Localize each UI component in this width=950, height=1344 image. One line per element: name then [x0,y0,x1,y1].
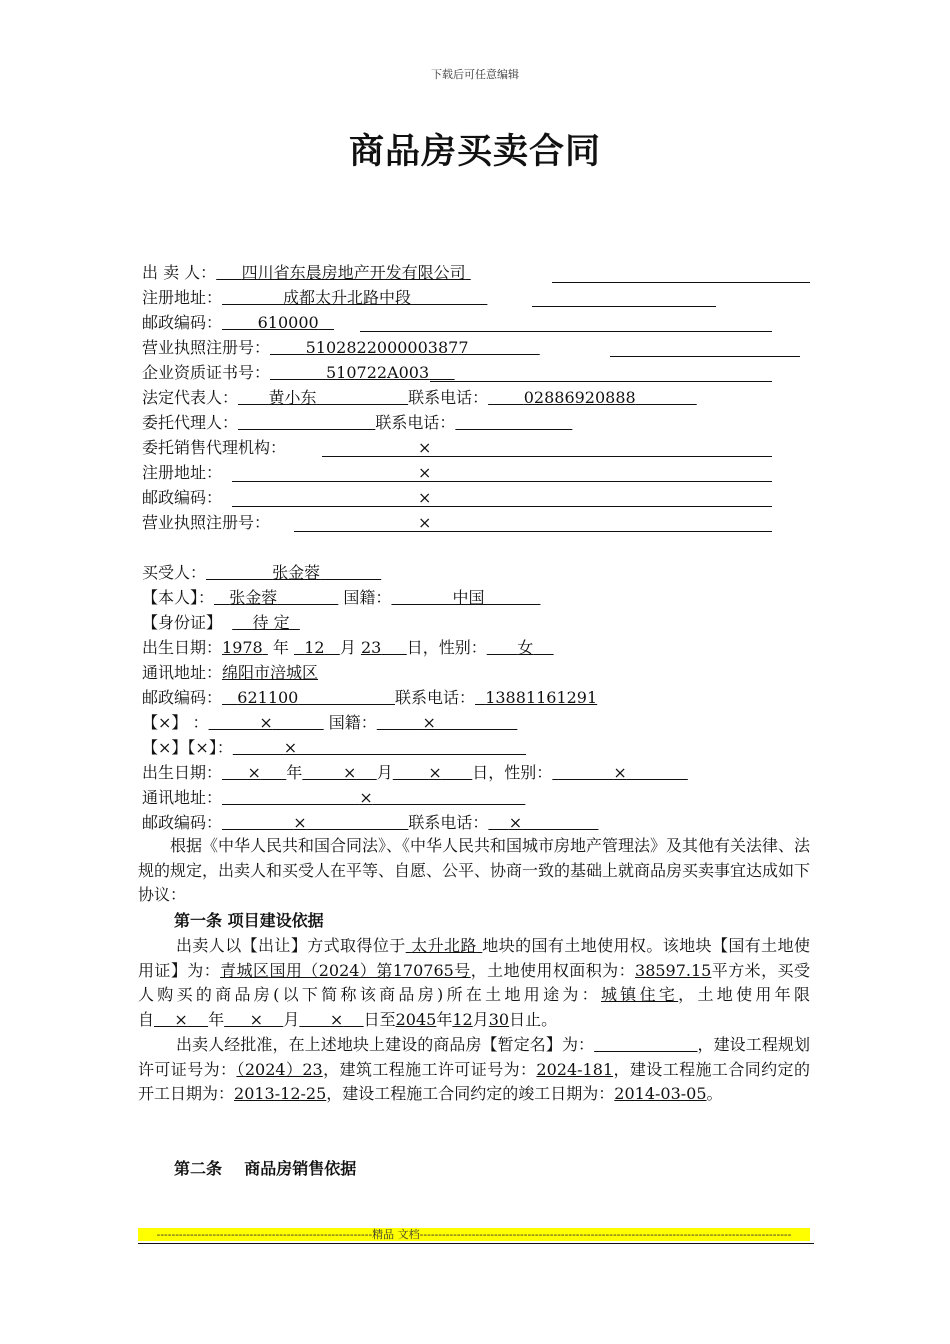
seller-addr-label: 注册地址： [142,288,223,307]
footer-rule [138,1243,814,1244]
x-birth-day[interactable]: × [428,763,442,782]
land-start-day: × [329,1009,344,1029]
agency-value[interactable]: × [418,438,432,457]
x-phone-label: 联系电话： [408,813,489,832]
x-birth-month[interactable]: × [343,763,357,782]
month-label: 月 [339,638,356,657]
agency-addr-label: 注册地址： [142,463,223,482]
x-phone-value[interactable]: × [508,813,523,832]
building-permit: 2024-181 [536,1059,614,1079]
buyer-addr-value[interactable]: 绵阳市涪城区 [222,663,319,682]
land-end-month: 12 [452,1009,473,1029]
seller-license-value[interactable]: 5102822000003877 [305,338,540,357]
buyer-id-line [142,612,300,634]
agency-zip-label: 邮政编码： [142,488,223,507]
seller-qual-line [142,362,455,384]
x-value2[interactable]: × [283,738,298,757]
x-zip-value[interactable]: × [293,813,307,832]
seller-name-label: 出 卖 人： [142,263,217,282]
agency-zip-line [142,487,222,509]
seller-addr-line [142,287,487,309]
x-addr-value[interactable]: × [359,788,373,807]
agency-addr-value[interactable]: × [418,463,432,482]
x-value[interactable]: × [259,713,273,732]
buyer-x-line [142,712,517,734]
land-area: 38597.15 [635,960,712,980]
buyer-phone-label: 联系电话： [395,688,476,707]
start-date: 2013-12-25 [234,1084,327,1103]
seller-phone-value[interactable]: 02886920888 [523,388,636,407]
seller-name-rule [552,282,810,283]
buyer-self-line [142,587,540,609]
buyer-birth-label: 出生日期： [142,638,223,657]
preamble: 根据《中华人民共和国合同法》、《中华人民共和国城市房地产管理法》及其他有关法律、法规的规定，出卖人和买受人在平等、自愿、公平、协商一致的基础上就商品房买卖事宜达成如下协议： [138,836,811,904]
seller-zip-rule [360,331,772,332]
seller-zip-value[interactable]: 610000 [257,313,319,332]
x-birth-label: 出生日期： [142,763,223,782]
buyer-x-addr-line [142,787,525,809]
x-nation-value[interactable]: × [422,713,436,732]
x-colon: ： [192,713,209,732]
buyer-zip-line [142,687,597,709]
agency-license-rule [294,531,772,532]
agency-label: 委托销售代理机构： [142,438,287,457]
buyer-addr-line [142,662,318,684]
buyer-nation-label: 国籍： [343,588,392,607]
x-nation-label: 国籍： [328,713,377,732]
agency-license-value[interactable]: × [418,513,432,532]
header-note: 下载后可任意编辑 [431,68,519,81]
seller-zip-line [142,312,334,334]
x-year-label: 年 [286,763,303,782]
buyer-birth-month[interactable]: 12 [304,638,325,657]
seller-agent-phone-value[interactable] [455,413,572,432]
seller-name-value[interactable]: 四川省东晨房地产开发有限公司 [241,263,466,282]
seller-zip-label: 邮政编码： [142,313,223,332]
land-use: 城镇住宅 [600,985,679,1004]
seller-agent-phone-label: 联系电话： [375,413,456,432]
land-end-day: 30 [488,1009,510,1029]
planning-permit: （2024）23 [236,1059,323,1079]
agency-line [142,437,286,459]
buyer-gender[interactable]: 女 [517,638,534,657]
buyer-birth-line [142,637,554,659]
agency-license-line [142,512,270,534]
article1-para2: 出卖人经批准，在上述地块上建设的商品房【暂定名】为： ，建设工程规划许可证号为：（2024）23，建筑工程施工许可证号为：2024-181，建设工程施工合同约定的开工日期为：2013-12-25，建设工程施工合同约定的竣工日期为：2014-03-05。 [138,1035,810,1103]
buyer-id-label: 【身份证】 [142,613,223,632]
x-month-label: 月 [376,763,393,782]
seller-addr-rule [532,306,716,307]
land-end-year: 2045 [395,1009,437,1029]
seller-license-label: 营业执照注册号： [142,338,271,357]
seller-license-rule [610,356,800,357]
article2-heading: 第二条 商品房销售依据 [174,1159,357,1178]
land-cert-no: 青城区国用（2024）第170765号 [220,960,471,980]
footer-banner: ----------------------------------------------------------精品 文档---------------------------------------------------------------------------------------------------- [138,1228,810,1241]
seller-qual-label: 企业资质证书号： [142,363,271,382]
x-addr-label: 通讯地址： [142,788,223,807]
seller-agent-label: 委托代理人： [142,413,239,432]
seller-qual-rule [430,381,772,382]
seller-license-line [142,337,540,359]
buyer-zip-label: 邮政编码： [142,688,223,707]
x-birth-year[interactable]: × [247,763,261,782]
buyer-line [142,562,381,584]
year-label: 年 [272,638,289,657]
agency-zip-value[interactable]: × [418,488,432,507]
x-bracket: 【×】 [142,713,188,732]
buyer-id-value[interactable]: 待 定 [252,613,290,632]
buyer-self-value[interactable]: 张金蓉 [229,588,278,607]
x-bracket2: 【×】【×】： [142,738,233,757]
day-gender-label: 日，性别： [406,638,487,657]
seller-rep-value[interactable]: 黄小东 [268,388,317,407]
buyer-birth-year[interactable]: 1978 [222,638,263,657]
seller-phone-label: 联系电话： [408,388,489,407]
seller-qual-value[interactable]: 510722A003 [325,363,430,382]
article1-para1: 出卖人以【出让】方式取得位于 太升北路 地块的国有土地使用权。该地块【国有土地使用证】为：青城区国用（2024）第170765号，土地使用权面积为：38597.15平方米，买受人购买的商品房(以下简称该商品房)所在土地用途为：城镇住宅，土地使用年限自 × 年 × 月 × 日至2045年12月30日止。 [138,936,810,1029]
project-name [594,1035,697,1054]
land-start-year: × [174,1009,188,1029]
land-location: 太升北路 [411,936,477,955]
x-gender[interactable]: × [613,763,627,782]
buyer-phone-value[interactable]: 13881161291 [485,688,598,707]
seller-rep-label: 法定代表人： [142,388,239,407]
agency-zip-rule [232,506,772,507]
x-zip-label: 邮政编码： [142,813,223,832]
land-start-month: × [249,1009,263,1029]
buyer-birth-day[interactable]: 23 [360,638,382,657]
buyer-x2-line [142,737,526,759]
article1-heading: 第一条 项目建设依据 [174,911,324,930]
agency-license-label: 营业执照注册号： [142,513,271,532]
seller-addr-value[interactable]: 成都太升北路中段 [283,288,412,307]
agency-addr-rule [232,481,772,482]
buyer-x-zip-line [142,812,598,834]
seller-rep-line [142,387,697,409]
buyer-value[interactable]: 张金蓉 [272,563,321,582]
seller-agent-line [142,412,572,434]
seller-agent-value[interactable] [238,413,375,432]
document-title: 商品房买卖合同 [348,132,601,172]
buyer-addr-label: 通讯地址： [142,663,223,682]
x-day-gender-label: 日，性别： [472,763,553,782]
agency-addr-line [142,462,222,484]
agency-rule [322,456,772,457]
buyer-self-label: 【本人】： [142,588,215,607]
buyer-zip-value[interactable]: 621100 [237,688,299,707]
buyer-x-birth-line [142,762,688,784]
buyer-nation-value[interactable]: 中国 [452,588,485,607]
completion-date: 2014-03-05 [614,1084,707,1103]
seller-name-line [142,262,471,284]
buyer-label: 买受人： [142,563,207,582]
